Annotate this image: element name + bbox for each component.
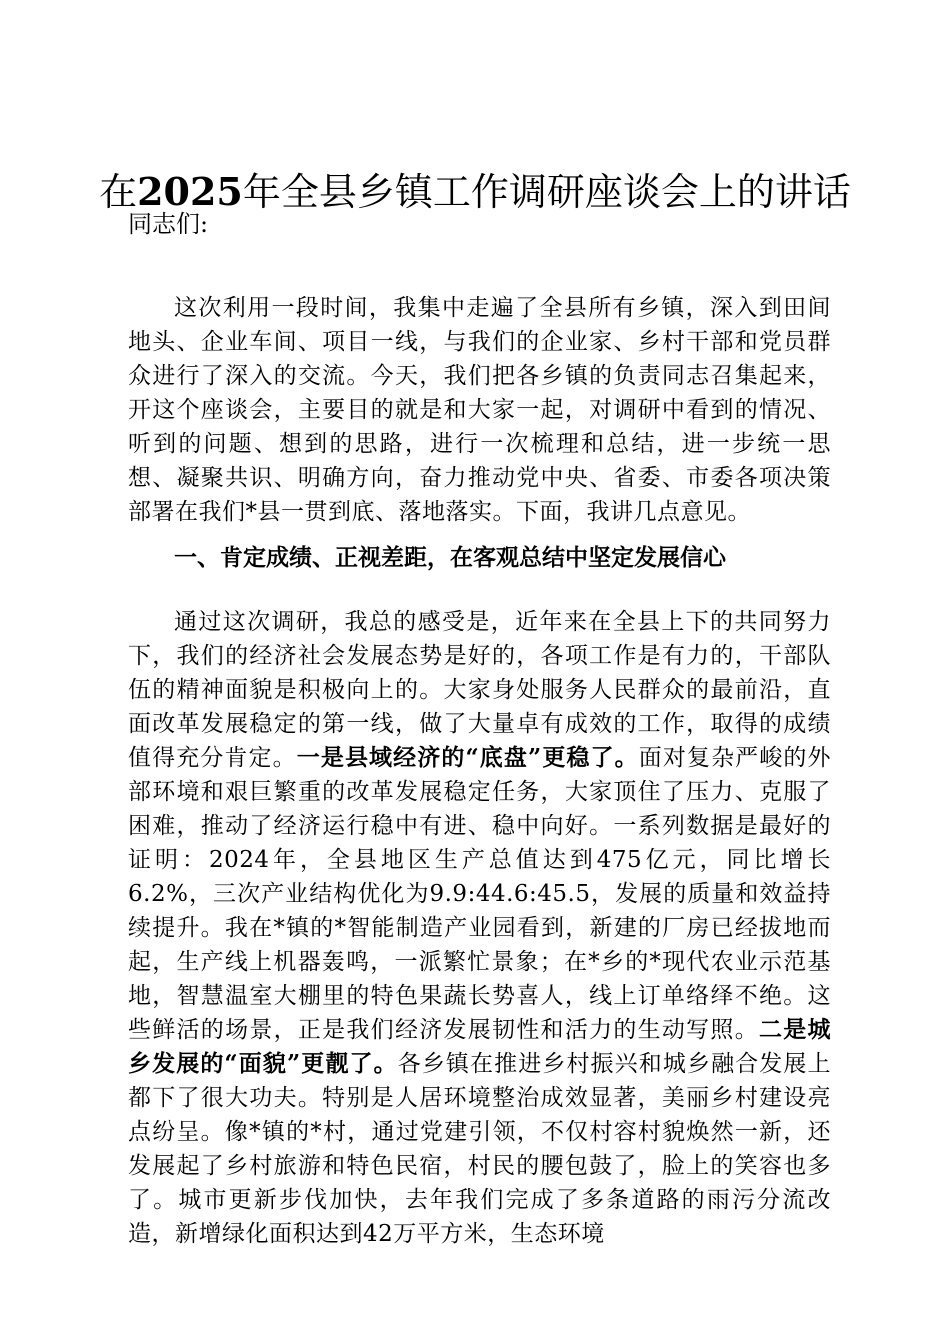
paragraph-text: 面对复杂严峻的外部环境和艰巨繁重的改革发展稳定任务，大家顶住了压力、克服了困难，推动了经济运行稳中有进、稳中向好。一系列数据是最好的证明：2024年，全县地区生产总值达到475亿元，同比增长6.2%，三次产业结构优化为9.9:44.6:45.5，发展的质量和效益持续提升。我在*镇的*智能制造产业园看到，新建的厂房已经拔地而起，生产线上机器轰鸣，一派繁忙景象；在*乡的*现代农业示范基地，智慧温室大棚里的特色果蔬长势喜人，线上订单络绎不绝。这些鲜活的场景，正是我们经济发展韧性和活力的生动写照。	[128, 745, 831, 1043]
paragraph-text: 各乡镇在推进乡村振兴和城乡融合发展上都下了很大功夫。特别是人居环境整治成效显著，美丽乡村建设亮点纷呈。像*镇的*村，通过党建引领，不仅村容村貌焕然一新，还发展起了乡村旅游和特色民宿，村民的腰包鼓了，脸上的笑容也多了。城市更新步伐加快，去年我们完成了多条道路的雨污分流改造，新增绿化面积达到42万平方米，生态环境	[128, 1051, 831, 1247]
intro-paragraph: 这次利用一段时间，我集中走遍了全县所有乡镇，深入到田间地头、企业车间、项目一线，与我们的企业家、乡村干部和党员群众进行了深入的交流。今天，我们把各乡镇的负责同志召集起来，开这个座谈会，主要目的就是和大家一起，对调研中看到的情况、听到的问题、想到的思路，进行一次梳理和总结，进一步统一思想、凝聚共识、明确方向，奋力推动党中央、省委、市委各项决策部署在我们*县一贯到底、落地落实。下面，我讲几点意见。	[128, 295, 831, 525]
section-paragraph	[128, 605, 831, 1251]
bold-point-1: 一是县域经济的“底盘”更稳了。	[296, 744, 639, 771]
title-prefix: 在	[99, 170, 138, 214]
bold-point-2: 二是城乡发展的“面貌”更靓了。	[128, 1016, 832, 1077]
salutation: 同志们:	[128, 210, 209, 238]
title-suffix: 年全县乡镇工作调研座谈会上的讲话	[242, 170, 851, 214]
section-heading: 一、肯定成绩、正视差距，在客观总结中坚定发展信心	[174, 544, 726, 571]
title-year: 2025	[137, 169, 243, 214]
paragraph-text: 通过这次调研，我总的感受是，近年来在全县上下的共同努力下，我们的经济社会发展态势是好的，各项工作是有力的，干部队伍的精神面貌是积极向上的。大家身处服务人民群众的最前沿，直面改革发展稳定的第一线，做了大量卓有成效的工作，取得的成绩值得充分肯定。	[128, 609, 831, 771]
